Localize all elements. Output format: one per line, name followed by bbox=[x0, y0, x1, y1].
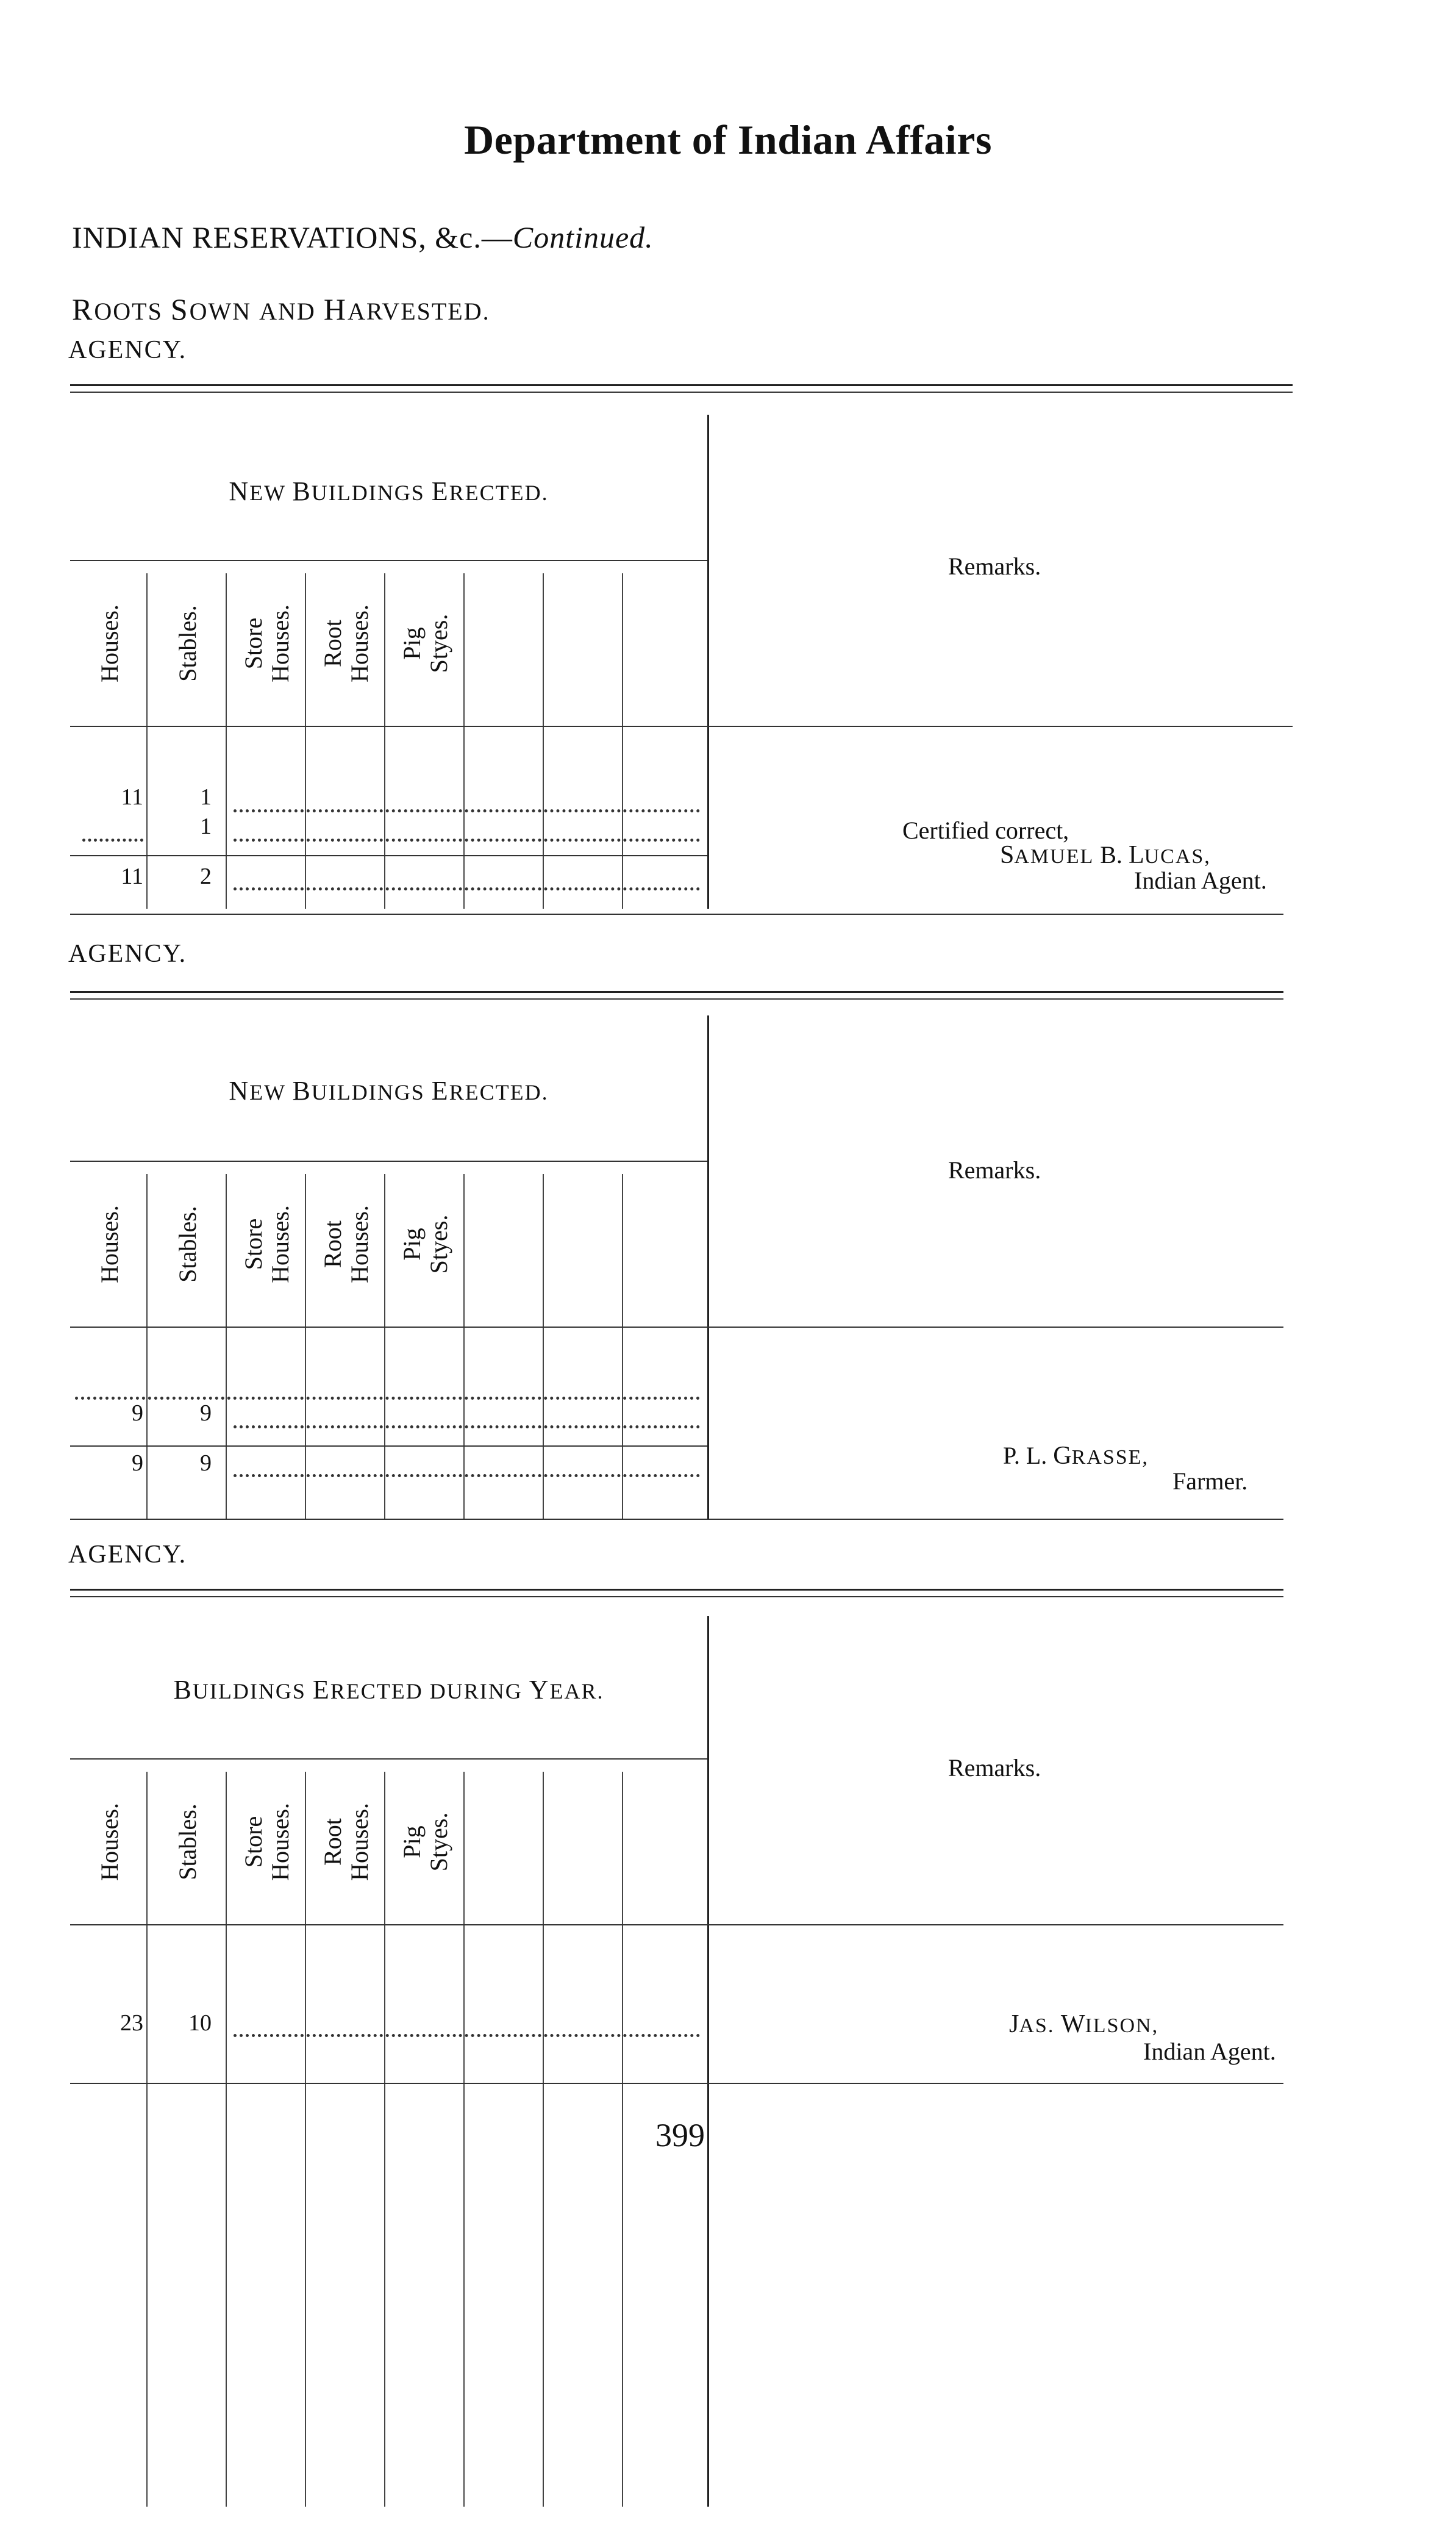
group-heading: BUILDINGS ERECTED DURING YEAR. bbox=[173, 1675, 604, 1705]
total-houses: 11 bbox=[121, 864, 143, 889]
total-rule bbox=[70, 1445, 707, 1447]
total-houses: 9 bbox=[132, 1450, 143, 1476]
header-rule bbox=[70, 1758, 707, 1760]
cell-houses: 9 bbox=[132, 1400, 143, 1426]
total-stables: 9 bbox=[200, 1450, 212, 1476]
top-rule bbox=[70, 991, 1283, 993]
column-header: Root Houses. bbox=[319, 1205, 373, 1283]
column-header: Stables. bbox=[173, 1206, 201, 1283]
total-rule bbox=[70, 855, 707, 856]
page-subtitle: INDIAN RESERVATIONS, &c.—Continued. bbox=[72, 220, 654, 254]
body-rule bbox=[70, 726, 1293, 727]
top-rule-second bbox=[70, 1596, 1283, 1597]
body-rule bbox=[70, 1327, 1283, 1328]
column-header: Root Houses. bbox=[319, 1803, 373, 1881]
page-number: 399 bbox=[655, 2117, 705, 2154]
page-title: Department of Indian Affairs bbox=[464, 116, 992, 163]
header-rule bbox=[70, 560, 707, 561]
top-rule bbox=[70, 1589, 1283, 1591]
cell-stables: 1 bbox=[200, 784, 212, 810]
col-divider bbox=[622, 1772, 623, 2507]
cell-houses: 23 bbox=[120, 2010, 143, 2036]
column-header: Pig Styes. bbox=[398, 1214, 452, 1274]
bottom-rule bbox=[70, 1519, 1283, 1520]
col-divider bbox=[543, 1174, 544, 1519]
column-header: Root Houses. bbox=[319, 604, 373, 682]
top-rule-second bbox=[70, 998, 1283, 1000]
column-header: Stables. bbox=[173, 1803, 201, 1880]
agency-label: AGENCY. bbox=[68, 1541, 187, 1569]
remarks-divider bbox=[707, 415, 709, 909]
dot-leader bbox=[234, 839, 700, 842]
column-header: Houses. bbox=[96, 604, 123, 682]
remark-title: Indian Agent. bbox=[1143, 2038, 1276, 2065]
bottom-rule bbox=[70, 914, 1283, 915]
remarks-heading: Remarks. bbox=[948, 1754, 1041, 1781]
agency-label: AGENCY. bbox=[68, 940, 187, 968]
col-divider bbox=[622, 573, 623, 909]
buildings-table-1 bbox=[70, 384, 1296, 915]
column-header: Stables. bbox=[173, 605, 201, 682]
total-stables: 2 bbox=[200, 864, 212, 889]
remark-title: Farmer. bbox=[1172, 1467, 1248, 1495]
remarks-divider bbox=[707, 1015, 709, 1519]
col-divider bbox=[543, 573, 544, 909]
remarks-heading: Remarks. bbox=[948, 1156, 1041, 1184]
bottom-rule bbox=[70, 2083, 1283, 2084]
dot-leader bbox=[234, 809, 700, 812]
remark-signature: P. L. GRASSE, bbox=[1003, 1442, 1149, 1470]
buildings-table-3 bbox=[70, 1589, 1296, 2528]
dot-leader bbox=[82, 839, 143, 842]
remark-signature: JAS. WILSON, bbox=[1009, 2010, 1159, 2038]
column-header: Houses. bbox=[96, 1205, 123, 1283]
dot-leader bbox=[234, 2034, 700, 2037]
group-heading: NEW BUILDINGS ERECTED. bbox=[229, 476, 549, 506]
column-header: Pig Styes. bbox=[398, 614, 452, 673]
remark-line: Certified correct, bbox=[902, 817, 1069, 844]
dot-leader bbox=[234, 887, 700, 890]
cell-stables: 9 bbox=[200, 1400, 212, 1426]
column-header: Pig Styes. bbox=[398, 1812, 452, 1872]
body-rule bbox=[70, 1924, 1283, 1925]
cell-houses: 11 bbox=[121, 784, 143, 810]
dot-leader bbox=[234, 1474, 700, 1477]
section-heading: ROOTS SOWN AND HARVESTED. bbox=[72, 292, 490, 326]
cell-stables: 10 bbox=[188, 2010, 212, 2036]
column-header: Houses. bbox=[96, 1803, 123, 1881]
group-heading: NEW BUILDINGS ERECTED. bbox=[229, 1076, 549, 1106]
remark-title: Indian Agent. bbox=[1134, 867, 1267, 894]
header-rule bbox=[70, 1161, 707, 1162]
remark-signature: SAMUEL B. LUCAS, bbox=[1000, 841, 1211, 869]
column-header: Store Houses. bbox=[240, 604, 294, 682]
top-rule-second bbox=[70, 392, 1293, 393]
remarks-divider bbox=[707, 1616, 709, 2507]
cell-stables: 1 bbox=[200, 814, 212, 839]
agency-label: AGENCY. bbox=[68, 336, 187, 364]
buildings-table-2 bbox=[70, 991, 1296, 1528]
remarks-heading: Remarks. bbox=[948, 553, 1041, 580]
dot-leader bbox=[234, 1425, 700, 1428]
col-divider bbox=[543, 1772, 544, 2507]
column-header: Store Houses. bbox=[240, 1803, 294, 1881]
top-rule bbox=[70, 384, 1293, 386]
col-divider bbox=[622, 1174, 623, 1519]
column-header: Store Houses. bbox=[240, 1205, 294, 1283]
